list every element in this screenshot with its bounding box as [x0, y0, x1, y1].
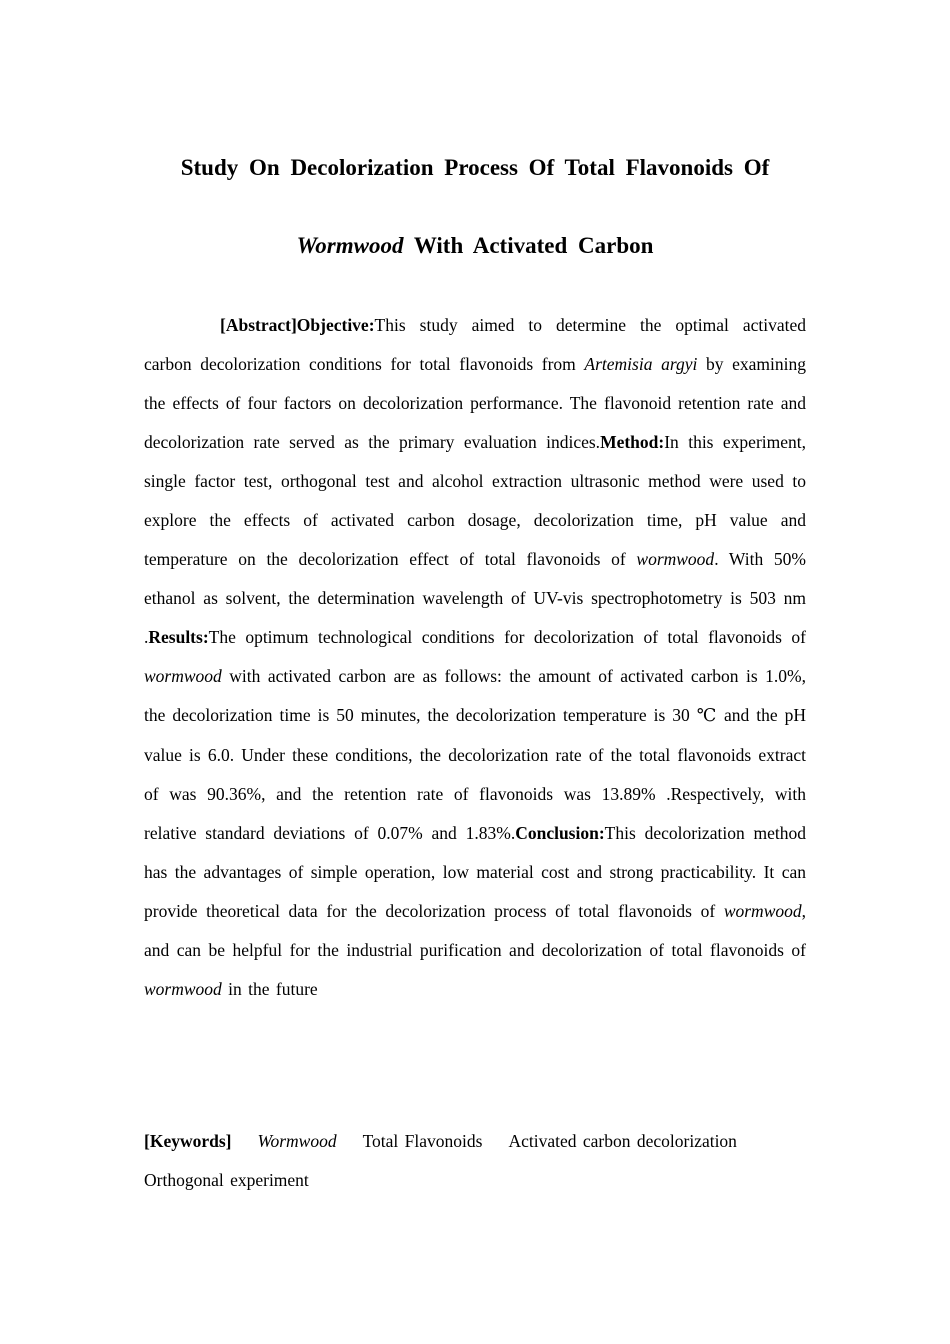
method-text-2: . With 50% ethanol as solvent, the determination wavelength of UV-vis spectrophotometry is 503 nm .	[144, 549, 806, 648]
conclusion-label: Conclusion:	[515, 822, 605, 843]
conclusion-wormwood-2: wormwood	[144, 978, 222, 999]
results-text-1: The optimum technological conditions for decolorization of total flavonoids of	[208, 627, 806, 648]
objective-label: Objective:	[296, 315, 375, 335]
title-text-2: With Activated Carbon	[403, 233, 654, 258]
title-text-1: Study On Decolorization Process Of Total Flavonoids Of	[180, 155, 770, 180]
method-label: Method:	[600, 432, 665, 453]
conclusion-text-2: , and can be helpful for the industrial purification and decolorization of total flavonoids of	[144, 900, 806, 960]
paper-title-line-1	[144, 153, 806, 183]
conclusion-text-1: This decolorization method has the advantages of simple operation, low material cost and strong practicability. It can provide theoretical data for the decolorization process of total flavonoids of	[144, 822, 806, 921]
method-wormwood: wormwood	[636, 549, 715, 570]
keyword-total-flavonoids: Total Flavonoids	[362, 1131, 483, 1151]
abstract-label: [Abstract]	[220, 315, 297, 335]
keyword-wormwood: Wormwood	[257, 1131, 337, 1151]
results-text-2: with activated carbon are as follows: the amount of activated carbon is 1.0%, the decolorization time is 50 minutes, the decolorization temperature is 30 ℃ and the pH value is 6.0. Under these conditions, the decolorization rate of the total flavonoids extract of was 90.36%, and the retention rate of flavonoids was 13.89% .Respectively, with relative standard deviations of 0.07% and 1.83%.	[144, 666, 806, 843]
keyword-activated-carbon: Activated carbon decolorization	[508, 1131, 737, 1151]
keywords-paragraph	[144, 1122, 806, 1200]
results-wormwood: wormwood	[144, 666, 222, 687]
objective-text-2: by examining the effects of four factors on decolorization performance. The flavonoid retention rate and decolorization rate served as the primary evaluation indices.	[144, 354, 806, 453]
conclusion-wormwood-1: wormwood	[723, 900, 802, 921]
conclusion-text-3: in the future	[221, 978, 318, 999]
title-wormwood: Wormwood	[296, 233, 404, 258]
objective-text-1: This study aimed to determine the optimal activated carbon decolorization conditions for total flavonoids from	[144, 315, 806, 375]
objective-species: Artemisia argyi	[584, 354, 698, 375]
keyword-orthogonal: Orthogonal experiment	[144, 1170, 309, 1190]
keywords-label: [Keywords]	[144, 1131, 232, 1151]
abstract-paragraph	[144, 306, 806, 1009]
method-text-1: In this experiment, single factor test, orthogonal test and alcohol extraction ultrasonic method were used to explore the effects of activated carbon dosage, decolorization time, pH value and temperature on the decolorization effect of total flavonoids of	[144, 432, 806, 570]
results-label: Results:	[148, 627, 209, 648]
paper-title-line-2	[144, 231, 806, 261]
